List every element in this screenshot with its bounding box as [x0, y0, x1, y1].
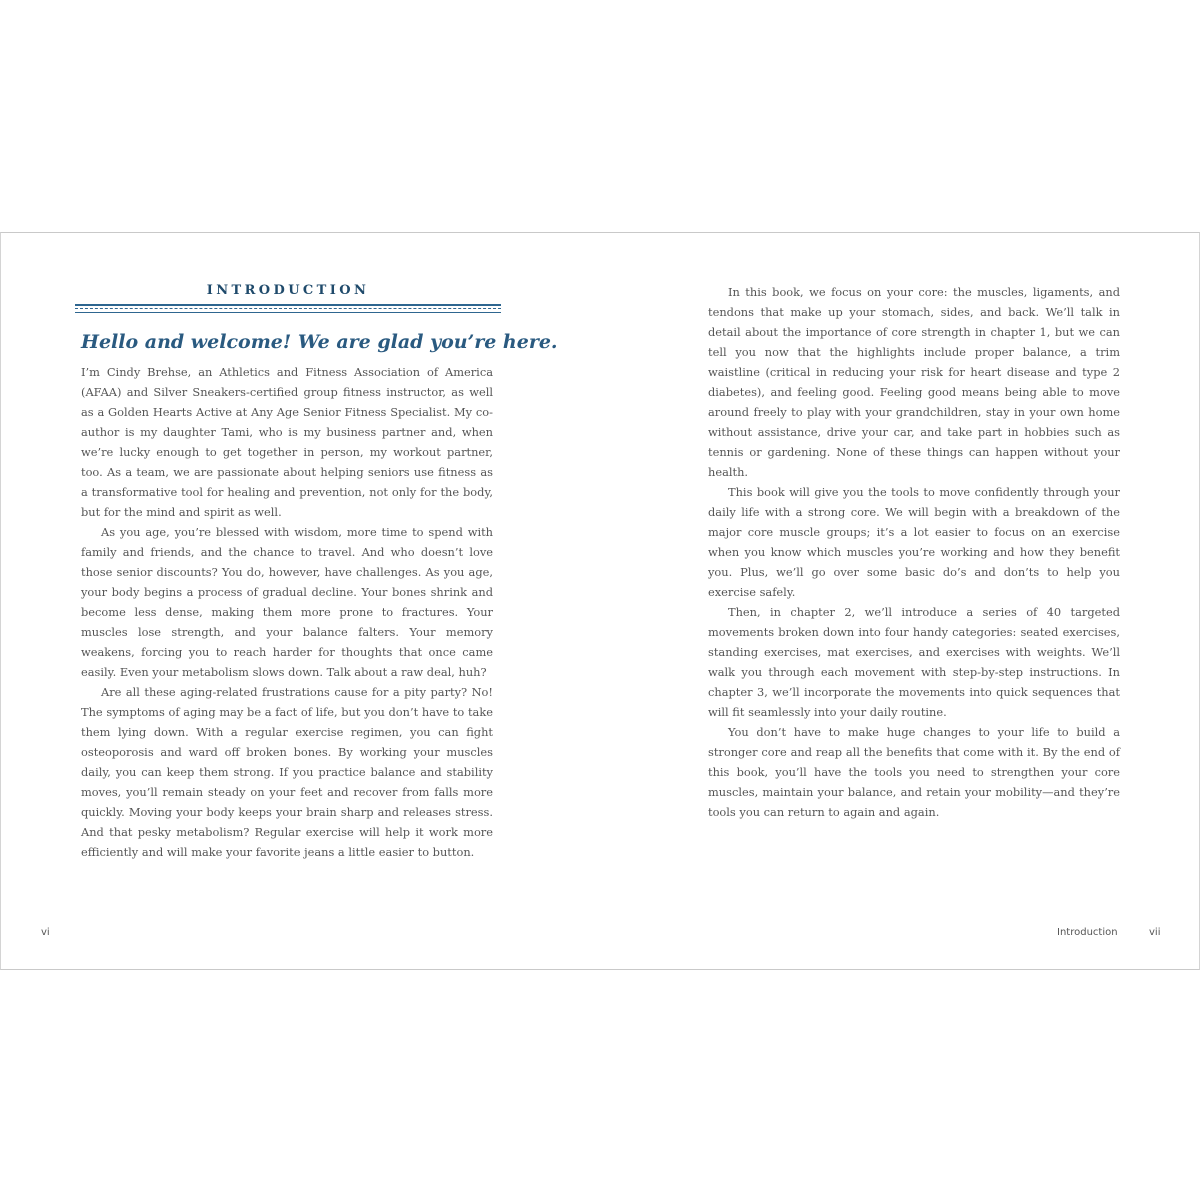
page-number-right: vii	[1149, 927, 1161, 938]
paragraph: Are all these aging-related frustrations cause for a pity party? No! The symptoms of aging may be a fact of life, but you don’t have to take them lying down. With a regular exercise regimen, you can fight osteoporosis and ward off broken bones. By working your muscles daily, you can keep them strong. If you practice balance and stability moves, you’ll remain steady on your feet and recover from falls more quickly. Moving your body keeps your brain sharp and releases stress. And that pesky metabolism? Regular exercise will help it work more efficiently and will make your favorite jeans a little easier to button.	[81, 685, 493, 859]
heading-rule-dashed	[75, 308, 501, 309]
paragraph: This book will give you the tools to move confidently through your daily life with a strong core. We will begin with a breakdown of the major core muscle groups; it’s a lot easier to focus on an exercise when you know which muscles you’re working and how they benefit you. Plus, we’ll go over some basic do’s and don’ts to help you exercise safely.	[708, 485, 1120, 599]
right-body-text	[708, 282, 1120, 822]
paragraph: You don’t have to make huge changes to your life to build a stronger core and reap all the benefits that come with it. By the end of this book, you’ll have the tools you need to strengthen your core muscles, maintain your balance, and retain your mobility—and they’re tools you can return to again and again.	[708, 725, 1120, 819]
paragraph: I’m Cindy Brehse, an Athletics and Fitness Association of America (AFAA) and Silver Sneakers-certified group fitness instructor, as well as a Golden Hearts Active at Any Age Senior Fitness Specialist. My co-author is my daughter Tami, who is my business partner and, when we’re lucky enough to get together in person, my workout partner, too. As a team, we are passionate about helping seniors use fitness as a transformative tool for healing and prevention, not only for the body, but for the mind and spirit as well.	[81, 365, 493, 519]
running-head: Introduction	[1057, 927, 1118, 938]
paragraph: In this book, we focus on your core: the muscles, ligaments, and tendons that make up your stomach, sides, and back. We’ll talk in detail about the importance of core strength in chapter 1, but we can tell you now that the highlights include proper balance, a trim waistline (critical in reducing your risk for heart disease and type 2 diabetes), and feeling good. Feeling good means being able to move around freely to play with your grandchildren, stay in your own home without assistance, drive your car, and take part in hobbies such as tennis or gardening. None of these things can happen without your health.	[708, 285, 1120, 479]
paragraph: Then, in chapter 2, we’ll introduce a series of 40 targeted movements broken down into four handy categories: seated exercises, standing exercises, mat exercises, and exercises with weights. We’ll walk you through each movement with step-by-step instructions. In chapter 3, we’ll incorporate the movements into quick sequences that will fit seamlessly into your daily routine.	[708, 605, 1120, 719]
left-body-text	[81, 362, 493, 862]
right-page	[600, 233, 1199, 969]
heading-rule-thick	[75, 304, 501, 306]
heading-rule-thin	[75, 312, 501, 313]
left-page	[1, 233, 600, 969]
book-spread	[0, 232, 1200, 970]
intro-subtitle: Hello and welcome! We are glad you’re here.	[81, 331, 558, 353]
page-number-left: vi	[41, 927, 50, 938]
paragraph: As you age, you’re blessed with wisdom, more time to spend with family and friends, and the chance to travel. And who doesn’t love those senior discounts? You do, however, have challenges. As you age, your body begins a process of gradual decline. Your bones shrink and become less dense, making them more prone to fractures. Your muscles lose strength, and your balance falters. Your memory weakens, forcing you to reach harder for thoughts that once came easily. Even your metabolism slows down. Talk about a raw deal, huh?	[81, 525, 493, 679]
chapter-heading: INTRODUCTION	[206, 283, 370, 298]
